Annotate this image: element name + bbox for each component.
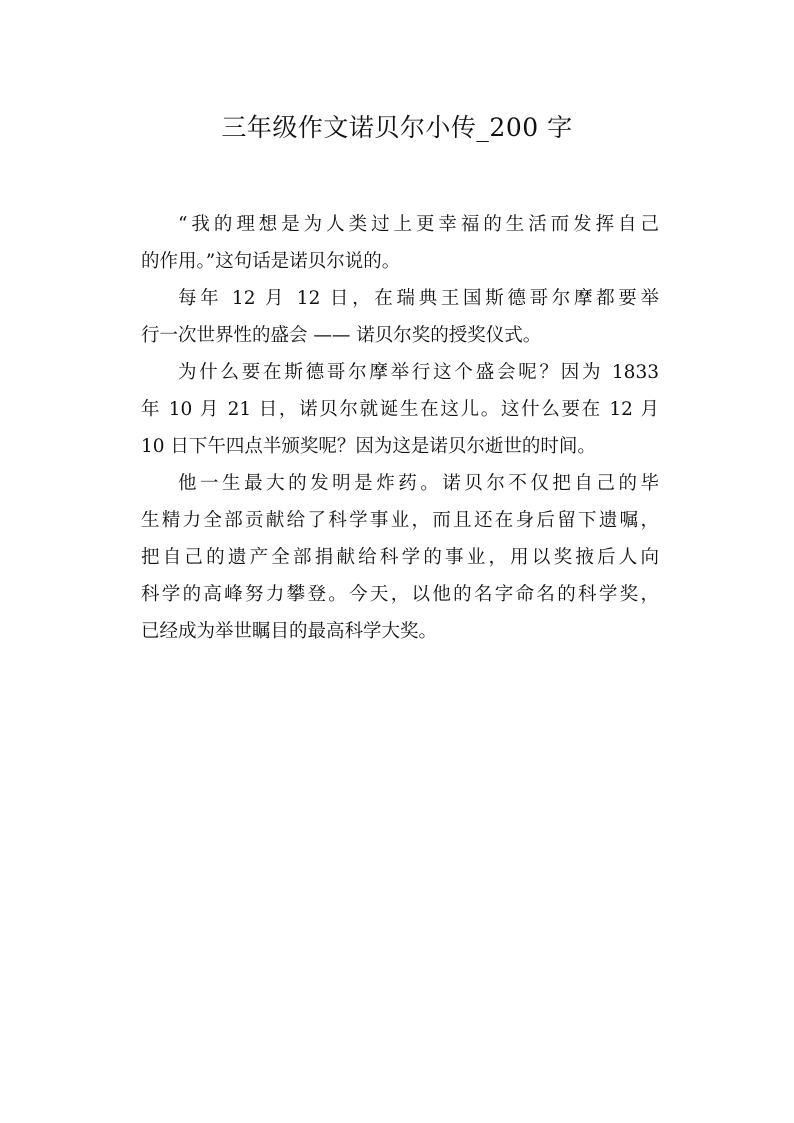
- paragraph-1-line-1: “我的理想是为人类过上更幸福的生活而发挥自己: [178, 214, 659, 235]
- paragraph-4-line-3: 把自己的遗产全部捐献给科学的事业，用以奖掖后人向: [141, 547, 659, 568]
- document-title: 三年级作文诺贝尔小传_200 字: [221, 113, 573, 142]
- paragraph-1-line-2: 的作用。”这句话是诺贝尔说的。: [141, 251, 401, 272]
- essay-body: [141, 206, 659, 650]
- paragraph-3-line-1: 为什么要在斯德哥尔摩举行这个盛会呢？因为 1833: [178, 362, 659, 383]
- paragraph-4-line-1: 他一生最大的发明是炸药。诺贝尔不仅把自己的毕: [178, 473, 659, 494]
- paragraph-4-line-4: 科学的高峰努力攀登。今天，以他的名字命名的科学奖，: [141, 584, 659, 605]
- paragraph-2-line-1: 每年 12 月 12 日，在瑞典王国斯德哥尔摩都要举: [178, 288, 659, 309]
- paragraph-3-line-2: 年 10 月 21 日，诺贝尔就诞生在这儿。这什么要在 12 月: [141, 399, 659, 420]
- paragraph-2-line-2: 行一次世界性的盛会 —— 诺贝尔奖的授奖仪式。: [141, 325, 542, 346]
- paragraph-3-line-3: 10 日下午四点半颁奖呢？因为这是诺贝尔逝世的时间。: [141, 436, 596, 457]
- paragraph-4-line-5: 已经成为举世瞩目的最高科学大奖。: [141, 621, 438, 642]
- paragraph-4-line-2: 生精力全部贡献给了科学事业，而且还在身后留下遗嘱，: [141, 510, 659, 531]
